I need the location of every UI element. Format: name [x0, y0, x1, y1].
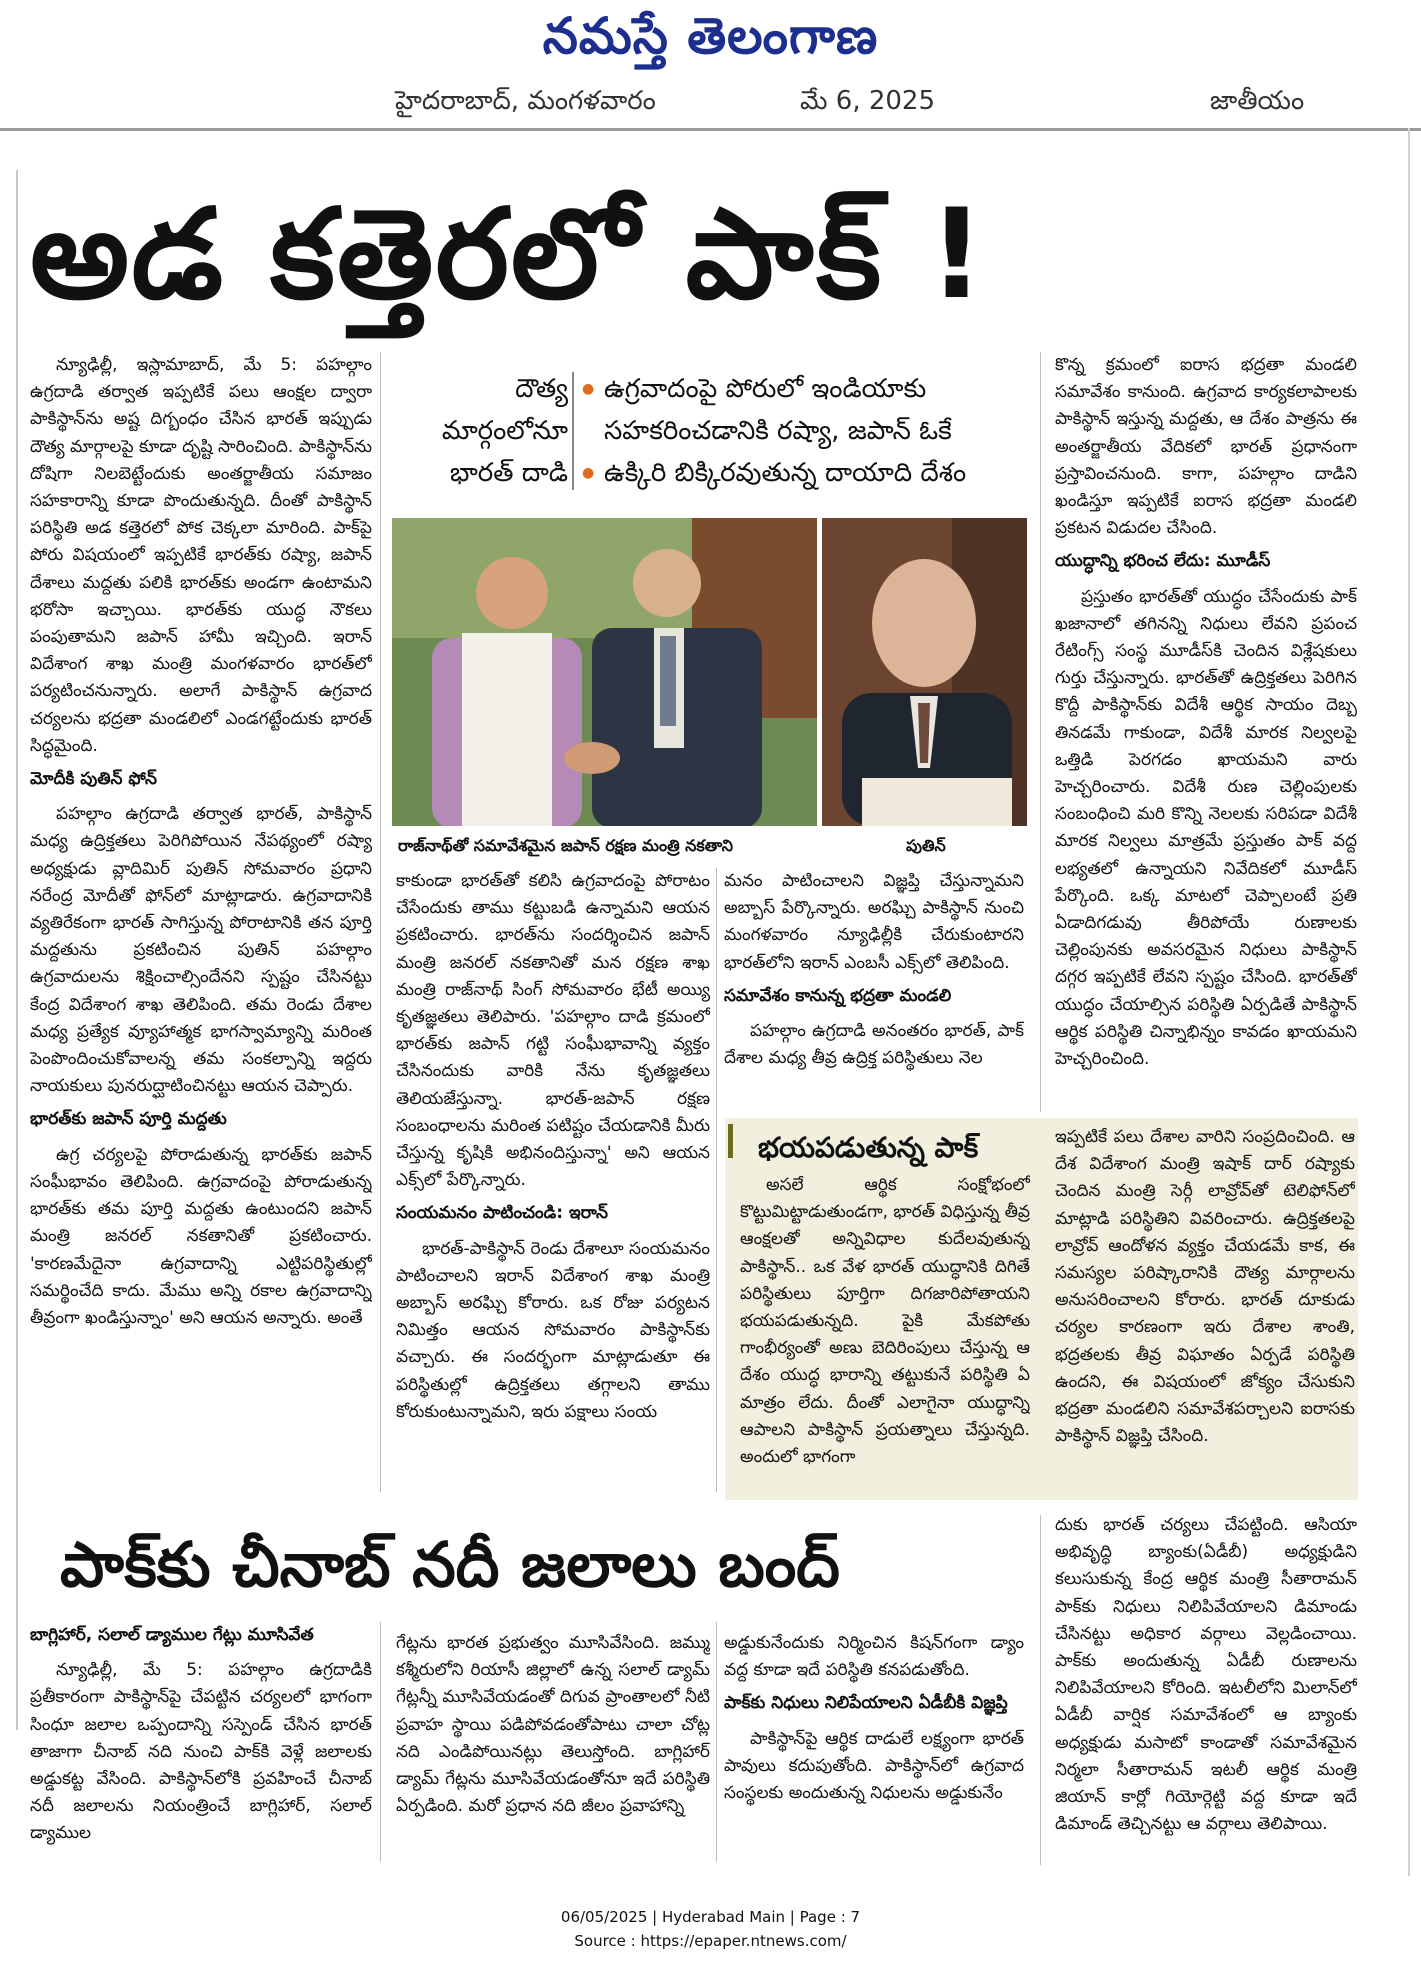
footer-source-link[interactable]: Source : https://epaper.ntnews.com/ [574, 1932, 847, 1950]
col2-subhead-1: సంయమనం పాటించండి: ఇరాన్ [396, 1203, 608, 1224]
masthead [0, 0, 1421, 70]
photo-putin [822, 518, 1027, 826]
top-strip-left: హైదరాబాద్, మంగళవారం [395, 86, 656, 116]
story2-col1-text: న్యూఢిల్లీ, మే 5: పహల్గాం ఉగ్రదాడికి ప్రతీకారంగా పాకిస్థాన్‌పై చేపట్టిన చర్యలలో భాగంగా సింధూ జలాల ఒప్పందాన్ని సస్పెండ్ చేసిన భారత్ తాజాగా చీనాబ్ నది నుంచి పాక్‌కి వెళ్లే జలాలకు అడ్డుకట్ట వేసింది. పాకిస్థాన్‌లోకి ప్రవహించే చీనాబ్ నదీ జలాలను నియంత్రించే బాగ్లిహార్, సలాల్ డ్యాముల [30, 1660, 372, 1844]
story2-headline: పాక్‌కు చీనాబ్ నదీ జలాలు బంద్ [60, 1528, 840, 1601]
col3-para-2: పహల్గాం ఉగ్రదాడి అనంతరం భారత్, పాక్ దేశాల మధ్య తీవ్ర ఉద్రిక్త పరిస్థితులు నెల [724, 1021, 1024, 1069]
top-strip-right: జాతీయం [1210, 86, 1305, 116]
footer-date-edition: 06/05/2025 | Hyderabad Main | Page : 7 [560, 1908, 861, 1926]
column-2 [396, 868, 710, 1492]
col3-subhead-1: సమావేశం కానున్న భద్రతా మండలి [724, 985, 952, 1006]
col1-para-1: న్యూఢిల్లీ, ఇస్లామాబాద్, మే 5: పహల్గాం ఉగ్రదాడి తర్వాత ఇప్పటికే పలు ఆంక్షల ద్వారా పాకిస్థాన్‌ను అష్ట దిగ్బంధం చేసిన భారత్ ఇప్పుడు దౌత్య మార్గాలపై కూడా దృష్టి సారించింది. పాకిస్థాన్‌ను దోషిగా నిలబెట్టేందుకు అంతర్జాతీయ సమాజం సహకారాన్ని కూడా పొందుతున్నది. దీంతో పాకిస్థాన్ పరిస్థితి అడ కత్తెరలో పోక చెక్కలా మారింది. పాక్‌పై పోరు విషయంలో ఇప్పటికే భారత్‌కు రష్యా, జపాన్ దేశాలు మద్దతు పలికి భారత్‌కు అండగా ఉంటామని భరోసా ఇచ్చాయి. భారత్‌కు యుద్ధ నౌకలు పంపుతామని జపాన్ హామీ ఇచ్చింది. ఇరాన్ విదేశాంగ శాఖ మంత్రి మంగళవారం భారత్‌లో పర్యటించనున్నారు. అలాగే పాకిస్థాన్ ఉగ్రవాద చర్యలను భద్రతా మండలిలో ఎండగట్టేందుకు భారత్ సిద్ధమైంది. [30, 355, 372, 756]
kicker-line-1: దౌత్య [515, 374, 568, 404]
col1-para-3: ఉగ్ర చర్యలపై పోరాడుతున్న భారత్‌కు జపాన్ సంఘీభావం తెలిపింది. ఉగ్రవాదంపై పోరాడుతున్న భారత్‌కు తమ పూర్తి మద్దతు ఉంటుందని జపాన్ మంత్రి జనరల్ నకతానితో ప్రకటించారు. 'కారణమేదైనా ఉగ్రవాదాన్ని ఎట్టిపరిస్థితుల్లో సమర్థించేది కాదు. మేము అన్ని రకాల ఉగ్రవాదాన్ని తీవ్రంగా ఖండిస్తున్నాం' అని ఆయన అన్నారు. అంతే [30, 1144, 372, 1328]
column-rule-s2-right [1040, 1515, 1041, 1865]
column-rule-2 [716, 868, 717, 1492]
bullet-2: ● ఉక్కిరి బిక్కిరవుతున్న దాయాది దేశం [582, 452, 1022, 494]
diplomacy-kicker [398, 368, 568, 498]
sidebar-box-left [740, 1172, 1030, 1494]
story2-right-text: దుకు భారత్ చర్యలు చేపట్టింది. ఆసియా అభివృద్ధి బ్యాంకు(ఏడీబీ) అధ్యక్షుడిని కలుసుకున్న కేంద్ర ఆర్థిక మంత్రి సీతారామన్ పాక్‌కు నిధులు నిలిపివేయాలని డిమాండు చేసినట్టు అధికార వర్గాలు వెల్లడించాయి. పాక్‌కు అందుతున్న ఏడీబీ రుణాలను నిలిపివేయాలని కోరింది. ఇటలీలోని మిలాన్‌లో ఏడీబీ వార్షిక సమావేశంలో ఆ బ్యాంకు అధ్యక్షుడు మసాటో కాండాతో సమావేశమైన నిర్మలా సీతారామన్ ఇటలీ ఆర్థిక మంత్రి జియాన్ కార్లో గియోర్గెట్టి వద్ద కూడా ఇదే డిమాండ్ తెచ్చినట్టు ఆ వర్గాలు తెలిపాయి. [1055, 1515, 1357, 1835]
col3-para-1: మనం పాటించాలని విజ్ఞప్తి చేస్తున్నామని అబ్బాస్ పేర్కొన్నారు. అరఘ్చి పాకిస్థాన్ నుంచి మంగళవారం న్యూఢిల్లీకి చేరుకుంటారని భారత్‌లోని ఇరాన్ ఎంబసీ ఎక్స్‌లో తెలిపింది. [724, 871, 1024, 973]
col1-subhead-2: భారత్‌కు జపాన్ పూర్తి మద్దతు [30, 1109, 227, 1130]
story2-column-2 [396, 1630, 710, 1862]
column-1 [30, 352, 372, 1492]
left-margin-rule [0, 170, 18, 1730]
sidebar-box-right [1055, 1124, 1355, 1494]
top-strip [0, 70, 1421, 131]
column-rule-3 [1040, 352, 1041, 1112]
sidebar-box-title: భయపడుతున్న పాక్ [758, 1131, 979, 1164]
masthead-logo: నమస్తే తెలంగాణ [542, 6, 879, 65]
portrait-photo-icon [822, 518, 1027, 826]
story2-kicker: బాగ్లిహార్, సలాల్ డ్యాముల గేట్లు మూసివేత [30, 1625, 314, 1645]
story2-col2-text: గేట్లను భారత ప్రభుత్వం మూసివేసింది. జమ్ము కశ్మీరులోని రియాసీ జిల్లాలో ఉన్న సలాల్ డ్యామ్ గేట్లన్నీ మూసివేయడంతో దిగువ ప్రాంతాలలో నీటి ప్రవాహ స్థాయి పడిపోవడంతోపాటు చాలా చోట్ల నది ఎండిపోయినట్లు తెలుస్తోంది. బాగ్లిహార్ డ్యామ్ గేట్లను మూసివేయడంతోనూ ఇదే పరిస్థితి ఏర్పడింది. మరో ప్రధాన నది జీలం ప్రవాహాన్ని [396, 1633, 710, 1817]
right-margin-rule [1408, 128, 1410, 1876]
bullet-1: ● ఉగ్రవాదంపై పోరులో ఇండియాకు సహకరించడానికి రష్యా, జపాన్ ఓకే [582, 368, 1022, 452]
story2-column-1 [30, 1622, 372, 1862]
column-4 [1055, 352, 1357, 1108]
col2-para-1: కాకుండా భారత్‌తో కలిసి ఉగ్రవాదంపై పోరాటం చేసేందుకు తాము కట్టుబడి ఉన్నామని ఆయన ప్రకటించారు. భారత్‌ను సందర్శించిన జపాన్ మంత్రి జనరల్ నకతానితో మన రక్షణ శాఖ మంత్రి రాజ్‌నాథ్ సింగ్ సోమవారం భేటీ అయ్యి కృతజ్ఞతలు తెలిపారు. 'పహల్గాం దాడి క్రమంలో భారత్‌కు జపాన్ గట్టి సంఘీభావాన్ని వ్యక్తం చేసినందుకు వారికి నేను కృతజ్ఞతలు తెలియజేస్తున్నా. భారత్-జపాన్ రక్షణ సంబంధాలను మరింత పటిష్టం చేయడానికి మీరు చేస్తున్న కృషికి అభినందిస్తున్నా' అని ఆయన ఎక్స్‌లో పేర్కొన్నారు. [396, 871, 710, 1191]
main-headline: అడ కత్తెరలో పాక్ ! [30, 183, 987, 327]
story2-column-3 [724, 1630, 1024, 1862]
col4-para-1: కొన్న క్రమంలో ఐరాస భద్రతా మండలి సమావేశం కానుంది. ఉగ్రవాద కార్యకలాపాలకు పాకిస్థాన్ ఇస్తున్న మద్దతు, ఆ దేశం పాత్రను ఈ అంతర్జాతీయ వేదికలో భారత్ ప్రధానంగా ప్రస్తావించనుంది. కాగా, పహల్గాం దాడిని ఖండిస్తూ ఇప్పటికే ఐరాస భద్రతా మండలి ప్రకటన విడుదల చేసింది. [1055, 355, 1357, 539]
column-3 [724, 868, 1024, 1108]
page-footer [0, 1905, 1421, 1953]
column-rule-s2-1 [380, 1622, 381, 1862]
top-strip-center: మే 6, 2025 [800, 86, 936, 116]
story2-col3-subhead: పాక్‌కు నిధులు నిలిపేయాలని ఏడీబీకి విజ్ఞప్తి [724, 1693, 1008, 1714]
kicker-line-3: భారత్ దాడి [449, 458, 568, 488]
caption-photo-2: పుతిన్ [906, 836, 946, 855]
story2-col3-text: అడ్డుకునేందుకు నిర్మించిన కిషన్‌గంగా డ్యాం వద్ద కూడా ఇదే పరిస్థితి కనపడుతోంది. [724, 1633, 1024, 1681]
col4-para-2: ప్రస్తుతం భారత్‌తో యుద్ధం చేసేందుకు పాక్ ఖజానాలో తగినన్ని నిధులు లేవని ప్రపంచ రేటింగ్స్ సంస్థ మూడీస్‌కి చెందిన విశ్లేషకులు గుర్తు చేస్తున్నారు. భారత్‌తో ఉద్రిక్తతలు పెరిగిన కొద్దీ పాకిస్థాన్‌కు విదేశీ ఆర్థిక సాయం దెబ్బ తినడమే గాకుండా, విదేశీ మారక నిల్వలపై ఒత్తిడి పెరగడం ఖాయమని వారు హెచ్చరించారు. విదేశీ రుణ చెల్లింపులకు సంబంధించి మరి కొన్ని నెలలకు సరిపడా విదేశీ మారక నిల్వలు మాత్రమే ప్రస్తుతం పాక్ వద్ద లభ్యతలో ఉన్నాయని నివేదికలో మూడీస్ పేర్కొంది. ఒక్క మాటలో చెప్పాలంటే ప్రతి ఏడాదిగడువు తీరిపోయే రుణాలకు చెల్లింపునకు అవసరమైన నిధులు పాకిస్థాన్ దగ్గర ఇప్పటికే లేవని స్పష్టం చేసింది. భారత్‌తో యుద్ధం చేయాల్సిన పరిస్థితి ఏర్పడితే పాకిస్థాన్ ఆర్థిక పరిస్థితి చిన్నాభిన్నం కావడం ఖాయమని హెచ్చరించింది. [1055, 586, 1357, 1070]
story2-right-column [1055, 1512, 1357, 1862]
story2-col3-para: పాకిస్థాన్‌పై ఆర్థిక దాడులే లక్ష్యంగా భారత్ పావులు కదుపుతోంది. పాకిస్థాన్‌లో ఉగ్రవాద సంస్థలకు అందుతున్న నిధులను అడ్డుకునేం [724, 1728, 1024, 1804]
col2-para-2: భారత్-పాకిస్థాన్ రెండు దేశాలూ సంయమనం పాటించాలని ఇరాన్ విదేశాంగ శాఖ మంత్రి అబ్బాస్ అరఘ్చి కోరారు. ఒక రోజు పర్యటన నిమిత్తం ఆయన సోమవారం పాకిస్థాన్‌కు వచ్చారు. ఈ సందర్భంగా మాట్లాడుతూ ఈ పరిస్థితుల్లో ఉద్రిక్తతలు తగ్గాలని తాము కోరుకుంటున్నామని, ఇరు పక్షాలు సంయ [396, 1238, 710, 1422]
handshake-photo-icon [392, 518, 817, 826]
box-left-text: అసలే ఆర్థిక సంక్షోభంలో కొట్టుమిట్టాడుతుండగా, భారత్ విధిస్తున్న తీవ్ర ఆంక్షలతో అన్నివిధాల కుదేలవుతున్న పాకిస్థాన్.. ఒక వేళ భారత్ యుద్ధానికి దిగితే పరిస్థితులు పూర్తిగా దిగజారిపోతాయని భయపడుతున్నది. పైకి మేకపోతు గాంభీర్యంతో అణు బెదిరింపులు చేస్తున్న ఆ దేశం యుద్ధ భారాన్ని తట్టుకునే పరిస్థితి ఏ మాత్రం లేదు. దీంతో ఎలాగైనా యుద్ధాన్ని ఆపాలని పాకిస్థాన్ ప్రయత్నాలు చేస్తున్నది. అందులో భాగంగా [740, 1175, 1030, 1468]
col1-subhead-1: మోదీకి పుతిన్ ఫోన్ [30, 769, 157, 790]
col1-para-2: పహల్గాం ఉగ్రదాడి తర్వాత భారత్, పాకిస్థాన్ మధ్య ఉద్రిక్తతలు పెరిగిపోయిన నేపథ్యంలో రష్యా అధ్యక్షుడు వ్లాదిమిర్ పుతిన్ సోమవారం ప్రధాని నరేంద్ర మోదీతో ఫోన్‌లో మాట్లాడారు. ఉగ్రవాదానికి వ్యతిరేకంగా భారత్ సాగిస్తున్న పోరాటానికి తన పూర్తి మద్దతును ప్రకటించిన పుతిన్ పహల్గాం ఉగ్రవాదులను శిక్షించాల్సిందేనని స్పష్టం చేసినట్టు కేంద్ర విదేశాంగ శాఖ తెలిపింది. తమ రెండు దేశాల మధ్య ప్రత్యేక వ్యూహాత్మక భాగస్వామ్యాన్ని మరింత పెంపొందించుకోవాలన్న తమ సంకల్పాన్ని ఇద్దరు నాయకులు పునరుద్ఘాటించినట్టు ఆయన చెప్పారు. [30, 804, 372, 1097]
photo-rajnath-nakatani [392, 518, 817, 826]
column-rule-1 [380, 352, 381, 1492]
sidebar-box-accent [728, 1124, 733, 1158]
caption-photo-1: రాజ్‌నాథ్‌తో సమావేశమైన జపాన్ రక్షణ మంత్రి నకతాని [398, 836, 733, 855]
diplomacy-bullets [582, 368, 1022, 494]
col4-subhead-1: యుద్ధాన్ని భరించ లేదు: మూడీస్ [1055, 551, 1271, 572]
kicker-line-2: మార్గంలోనూ [441, 416, 568, 446]
box-right-text: ఇప్పటికే పలు దేశాల వారిని సంప్రదించింది. ఆ దేశ విదేశాంగ మంత్రి ఇషాక్ దార్ రష్యాకు చెందిన మంత్రి సెర్గీ లావ్రోవ్‌తో టెలిఫోన్‌లో మాట్లాడి పరిస్థితిని వివరించారు. ఉద్రిక్తతలపై లావ్రోవ్ ఆందోళన వ్యక్తం చేయడమే కాక, ఈ సమస్యల పరిష్కారానికి దౌత్య మార్గాలను అనుసరించాలని కోరారు. భారత్ దూకుడు చర్యల కారణంగా ఇరు దేశాల శాంతి, భద్రతలకు తీవ్ర విఘాతం ఏర్పడే పరిస్థితి ఉందని, ఈ విషయంలో జోక్యం చేసుకుని భద్రతా మండలిని సమావేశపర్చాలని ఐరాసకు పాకిస్థాన్ విజ్ఞప్తి చేసింది. [1055, 1127, 1355, 1447]
column-rule-s2-2 [716, 1622, 717, 1862]
